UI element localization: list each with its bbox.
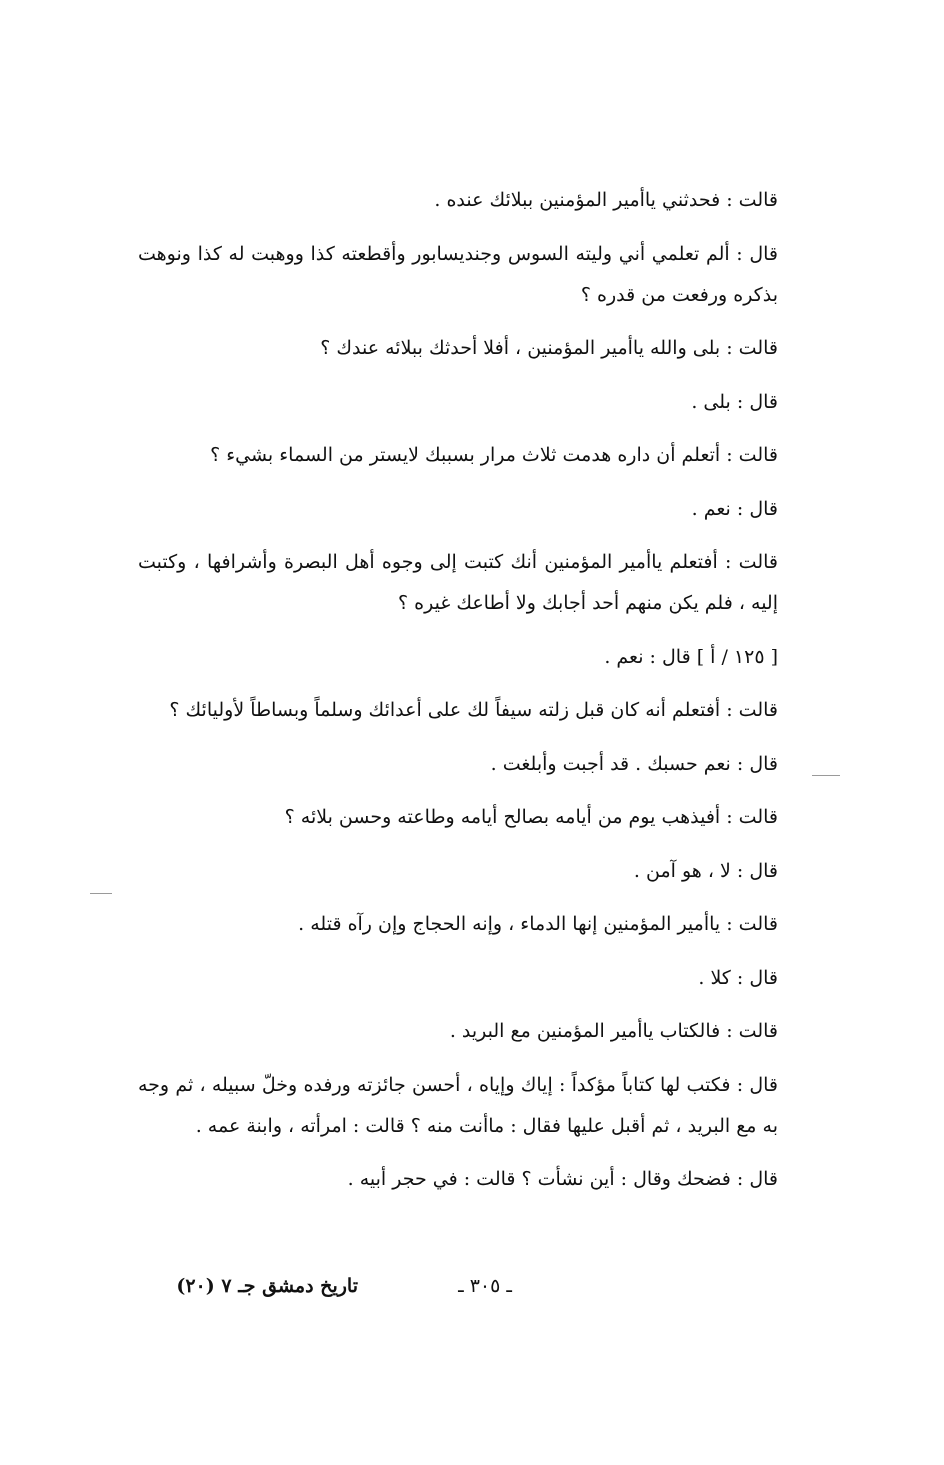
paragraph-3: قالت : بلى والله ياأمير المؤمنين ، أفلا أحدثك ببلائه عندك ؟ <box>320 337 778 359</box>
paragraph-12: قال : لا ، هو آمن . <box>633 859 778 882</box>
paragraph-10: قال : نعم حسبك . قد أجبت وأبلغت . <box>490 752 778 775</box>
paragraph-2: قال : ألم تعلمي أني وليته السوس وجنديسابور وأقطعته كذا ووهبت له كذا ونوهت بذكره ورفعت من قدره ؟ <box>138 242 778 306</box>
paragraph-8: [ ١٢٥ / أ ] قال : نعم . <box>604 645 778 668</box>
paragraph-13: قالت : ياأمير المؤمنين إنها الدماء ، وإنه الحجاج وإن رآه قتله . <box>298 913 778 935</box>
page-number: ـ ٣٠٥ ـ <box>458 1275 512 1297</box>
body-text <box>138 180 838 1200</box>
paragraph-17: قال : فضحك وقال : أين نشأت ؟ قالت : في حجر أبيه . <box>347 1168 778 1190</box>
paragraph-11: قالت : أفيذهب يوم من أيامه بصالح أيامه وطاعته وحسن بلائه ؟ <box>284 806 778 828</box>
paragraph-7: قالت : أفتعلم ياأمير المؤمنين أنك كتبت إلى وجوه أهل البصرة وأشرافها ، وكتبت إليه ، فلم يكن منهم أحد أجابك ولا أطاعك غيره ؟ <box>138 551 778 614</box>
paragraph-14: قال : كلا . <box>698 966 778 989</box>
paragraph-9: قالت : أفتعلم أنه كان قبل زلته سيفاً لك على أعدائك وسلماً وبساطاً لأوليائك ؟ <box>169 699 778 721</box>
paragraph-5: قالت : أتعلم أن داره هدمت ثلاث مرار بسببك لايستر من السماء بشيء ؟ <box>210 444 778 466</box>
margin-mark-left <box>90 893 112 894</box>
book-reference: تاريخ دمشق جـ ٧ (٢٠) <box>176 1275 358 1297</box>
paragraph-16: قال : فكتب لها كتاباً مؤكداً : إياك وإياه ، أحسن جائزته ورفده وخلّ سبيله ، ثم وجه به مع البريد ، ثم أقبل عليها فقال : ماأنت منه ؟ قالت : امرأته ، وابنة عمه . <box>138 1073 778 1137</box>
paragraph-1: قالت : فحدثني ياأمير المؤمنين ببلائك عنده . <box>434 189 778 211</box>
paragraph-4: قال : بلى . <box>691 390 778 413</box>
paragraph-15: قالت : فالكتاب ياأمير المؤمنين مع البريد . <box>449 1020 778 1042</box>
page-footer <box>0 1268 944 1304</box>
margin-mark-right <box>812 775 840 776</box>
paragraph-6: قال : نعم . <box>691 497 778 520</box>
